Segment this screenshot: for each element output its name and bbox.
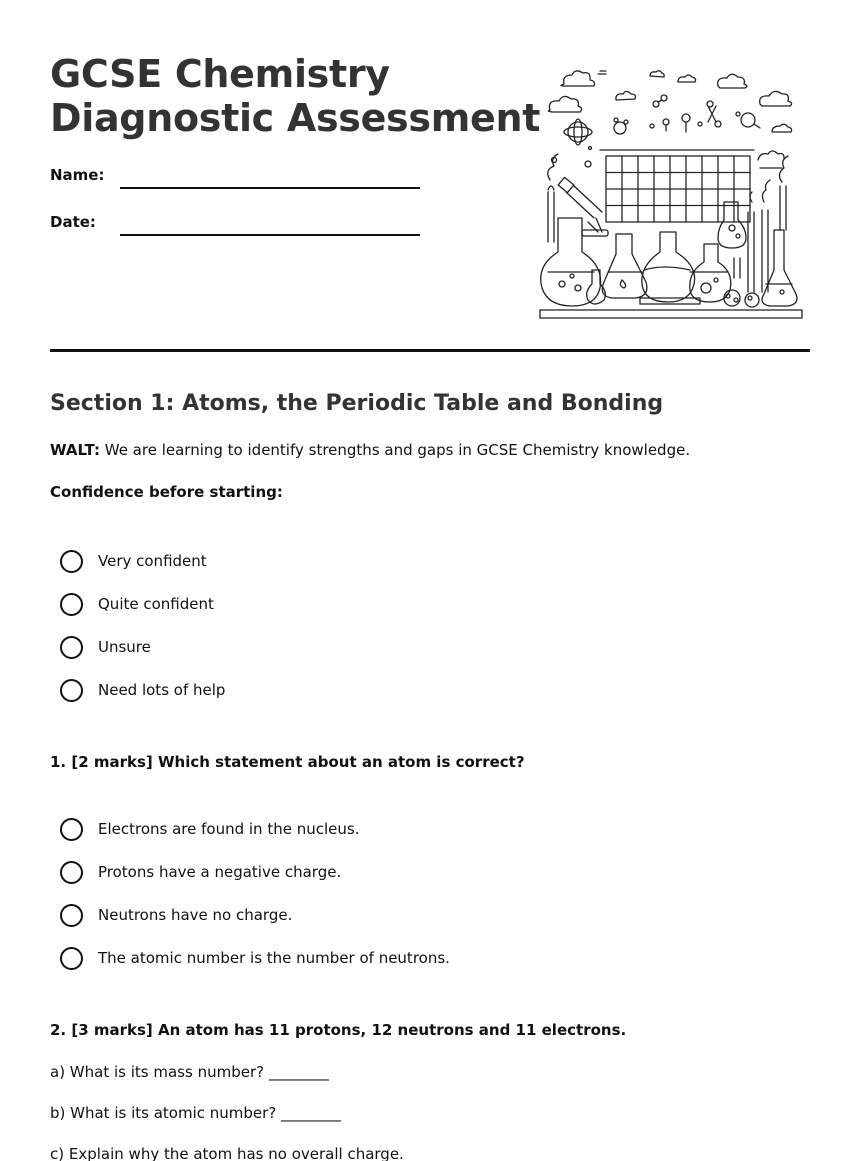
confidence-option[interactable] bbox=[60, 634, 151, 660]
confidence-option[interactable] bbox=[60, 591, 214, 617]
question-2a[interactable]: a) What is its mass number? ________ bbox=[50, 1063, 329, 1081]
option-label: Quite confident bbox=[98, 595, 214, 613]
title-line-1: GCSE Chemistry bbox=[50, 52, 390, 96]
name-field[interactable] bbox=[120, 187, 420, 189]
walt-label: WALT: bbox=[50, 441, 100, 459]
radio-circle[interactable] bbox=[60, 636, 83, 659]
question-1: 1. [2 marks] Which statement about an atom is correct? bbox=[50, 753, 525, 771]
page-title bbox=[50, 52, 540, 140]
question-2b[interactable]: b) What is its atomic number? ________ bbox=[50, 1104, 342, 1122]
option-label: Neutrons have no charge. bbox=[98, 906, 293, 924]
answer-option[interactable] bbox=[60, 816, 359, 842]
confidence-option[interactable] bbox=[60, 548, 207, 574]
radio-circle[interactable] bbox=[60, 550, 83, 573]
option-label: Need lots of help bbox=[98, 681, 226, 699]
radio-circle[interactable] bbox=[60, 861, 83, 884]
section-title: Section 1: Atoms, the Periodic Table and Bonding bbox=[50, 391, 664, 416]
radio-circle[interactable] bbox=[60, 947, 83, 970]
question-2: 2. [3 marks] An atom has 11 protons, 12 neutrons and 11 electrons. bbox=[50, 1021, 627, 1039]
walt-text: We are learning to identify strengths and gaps in GCSE Chemistry knowledge. bbox=[99, 441, 691, 459]
date-field[interactable] bbox=[120, 234, 420, 236]
option-label: The atomic number is the number of neutrons. bbox=[98, 949, 450, 967]
confidence-heading: Confidence before starting: bbox=[50, 483, 283, 501]
radio-circle[interactable] bbox=[60, 904, 83, 927]
date-label: Date: bbox=[50, 213, 96, 231]
chemistry-lab-illustration bbox=[538, 62, 804, 324]
header-divider bbox=[50, 349, 810, 352]
option-label: Protons have a negative charge. bbox=[98, 863, 342, 881]
option-label: Electrons are found in the nucleus. bbox=[98, 820, 360, 838]
answer-option[interactable] bbox=[60, 945, 450, 971]
answer-option[interactable] bbox=[60, 902, 292, 928]
title-line-2: Diagnostic Assessment bbox=[50, 96, 541, 140]
answer-option[interactable] bbox=[60, 859, 341, 885]
option-label: Unsure bbox=[98, 638, 151, 656]
name-label: Name: bbox=[50, 166, 105, 184]
walt-statement bbox=[50, 441, 690, 459]
option-label: Very confident bbox=[98, 552, 207, 570]
radio-circle[interactable] bbox=[60, 593, 83, 616]
confidence-option[interactable] bbox=[60, 677, 225, 703]
question-2c: c) Explain why the atom has no overall charge. bbox=[50, 1145, 404, 1161]
radio-circle[interactable] bbox=[60, 818, 83, 841]
radio-circle[interactable] bbox=[60, 679, 83, 702]
